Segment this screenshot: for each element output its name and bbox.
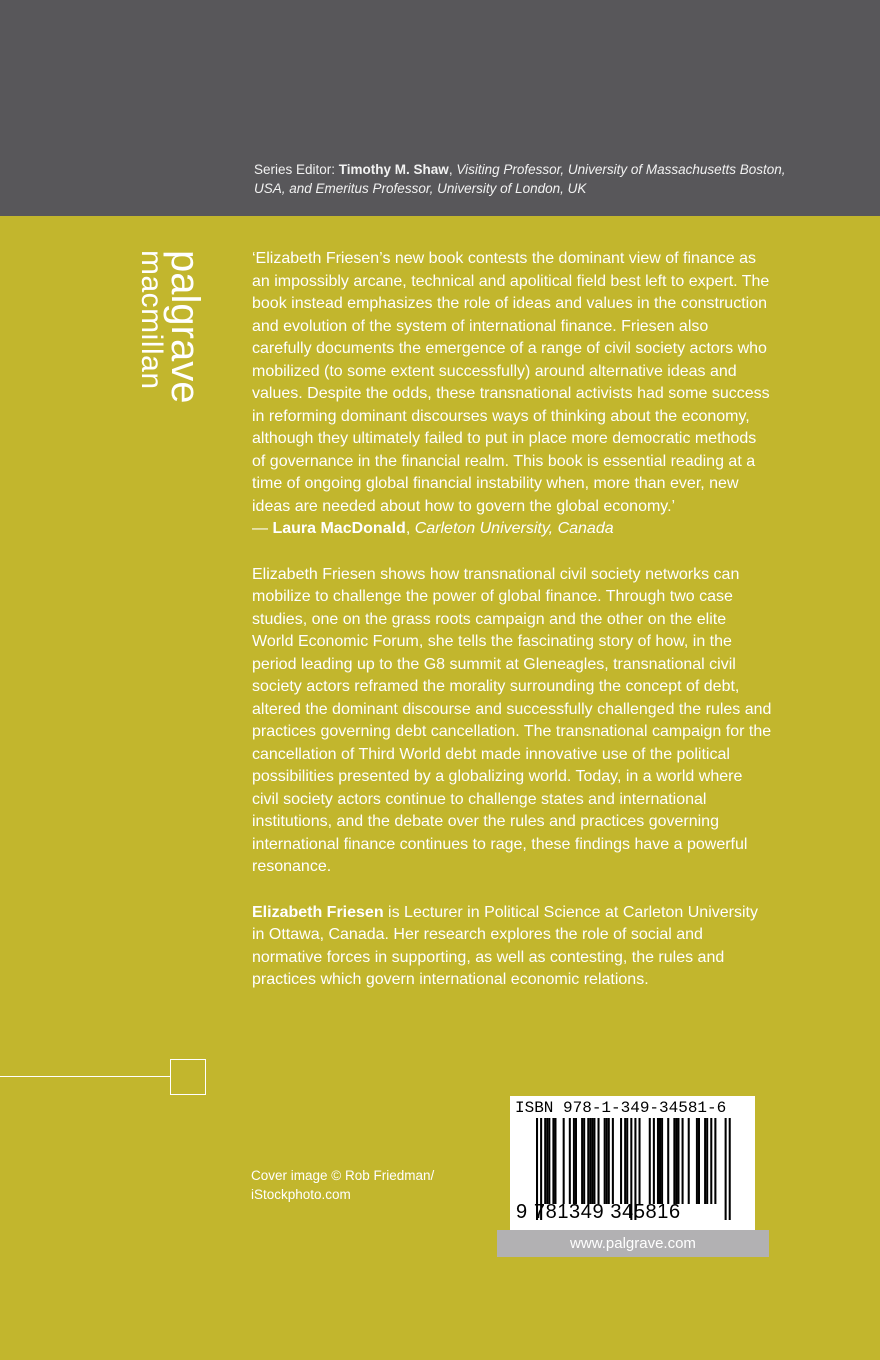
endorsement <box>252 248 772 518</box>
barcode-bar <box>583 1118 585 1204</box>
barcode-bar <box>548 1118 550 1204</box>
barcode-bar <box>620 1118 622 1204</box>
author-name: Elizabeth Friesen <box>252 903 384 921</box>
logo-palgrave: palgrave <box>163 250 207 404</box>
barcode-bar <box>661 1118 663 1204</box>
barcode-bar <box>598 1118 600 1204</box>
endorsement-attribution <box>252 518 772 541</box>
series-editor-name: Timothy M. Shaw <box>338 162 449 177</box>
series-band <box>0 0 880 216</box>
barcode-bar <box>659 1118 661 1204</box>
decorative-square <box>170 1059 206 1095</box>
logo-macmillan: macmillan <box>135 250 168 390</box>
series-editor <box>254 160 814 198</box>
barcode-bar <box>657 1118 659 1204</box>
endorser-institution: Carleton University, Canada <box>414 520 614 537</box>
decorative-rule <box>0 1076 170 1077</box>
barcode-bar <box>653 1118 655 1204</box>
endorsement-quote: ‘Elizabeth Friesen’s new book contests the dominant view of finance as an impossibly arcane, technical and apolitical field best left to expert. The book instead emphasizes the role of ideas and values in the construction and evolution of the system of international finance. Friesen also carefully documents the emergence of a range of civil society actors who mobilized (to some extent successfully) around alternative ideas and values. Despite the odds, these transnational activists had some success in reforming dominant discourses ways of thinking about the economy, although they ultimately failed to put in place more democratic methods of governance in the financial realm. This book is essential reading at a time of ongoing global financial instability when, more than ever, new ideas are needed about how to govern the global economy.’ <box>252 250 770 515</box>
barcode-bar <box>639 1118 641 1204</box>
barcode-bar <box>587 1118 589 1204</box>
barcode-bar <box>698 1118 700 1204</box>
barcode-bar <box>667 1118 669 1204</box>
barcode-bar <box>569 1118 571 1204</box>
credit-line-1: Cover image © Rob Friedman/ <box>251 1168 435 1183</box>
barcode-bar <box>696 1118 698 1204</box>
credit-line-2: iStockphoto.com <box>251 1187 351 1202</box>
barcode-bar <box>554 1118 556 1204</box>
author-bio <box>252 902 772 992</box>
barcode-bar <box>573 1118 575 1204</box>
barcode-bar <box>706 1118 708 1204</box>
book-description: Elizabeth Friesen shows how transnational civil society networks can mobilize to challenge the power of global finance. Through two case studies, one on the grass roots campaign and the other on the elite World Economic Forum, she tells the fascinating story of how, in the period leading up to the G8 summit at Gleneagles, transnational civil society actors reframed the morality surrounding the concept of debt, altered the dominant discourse and successfully challenged the rules and practices governing debt cancellation. The transnational campaign for the cancellation of Third World debt made innovative use of the political possibilities presented by a globalizing world. Today, in a world where civil society actors continue to challenge states and international institutions, and the debate over the rules and practices governing international finance continues to rage, these findings have a powerful resonance. <box>252 565 772 875</box>
barcode-bar <box>649 1118 651 1204</box>
barcode-bar <box>710 1118 712 1204</box>
barcode-bar <box>704 1118 706 1204</box>
barcode-bar <box>593 1118 595 1204</box>
barcode-bar <box>688 1118 690 1204</box>
publisher-website: www.palgrave.com <box>497 1230 769 1257</box>
author-bio-text: is Lecturer in Political Science at Carleton University in Ottawa, Canada. Her research explores the role of social and normative forces in supporting, as well as contesting, the rules and practices which govern international economic relations. <box>252 903 758 988</box>
attribution-separator: , <box>405 520 415 537</box>
isbn-barcode <box>510 1096 755 1230</box>
barcode-bar <box>606 1118 608 1204</box>
series-editor-affiliation: Visiting Professor, University of Massachusetts Boston, USA, and Emeritus Professor, University of London, UK <box>254 162 786 196</box>
barcode-bar <box>563 1118 565 1204</box>
barcode-bar <box>544 1118 546 1204</box>
barcode-bar <box>673 1118 675 1204</box>
barcode-bar <box>677 1118 679 1204</box>
barcode-bar <box>624 1118 626 1204</box>
barcode-bar <box>591 1118 593 1204</box>
barcode-bar <box>608 1118 610 1204</box>
barcode-bar <box>589 1118 591 1204</box>
barcode-bar <box>612 1118 614 1204</box>
barcode-bar <box>581 1118 583 1204</box>
barcode-bar <box>575 1118 577 1204</box>
isbn-number: ISBN 978-1-349-34581-6 <box>515 1099 727 1117</box>
barcode-bar <box>546 1118 548 1204</box>
series-separator: , <box>448 162 457 177</box>
attribution-dash: — <box>252 520 273 537</box>
barcode-bar <box>682 1118 684 1204</box>
publisher-logo <box>132 250 207 420</box>
barcode-bar <box>714 1118 716 1204</box>
barcode-bar <box>552 1118 554 1204</box>
barcode-digits: 9 781349 345816 <box>516 1201 681 1223</box>
cover-image-credit <box>251 1166 491 1204</box>
back-cover-text <box>252 248 772 1015</box>
barcode-bar <box>675 1118 677 1204</box>
barcode-bar <box>604 1118 606 1204</box>
series-label: Series Editor: <box>254 162 339 177</box>
barcode-bar <box>626 1118 628 1204</box>
endorser-name: Laura MacDonald <box>272 520 406 537</box>
